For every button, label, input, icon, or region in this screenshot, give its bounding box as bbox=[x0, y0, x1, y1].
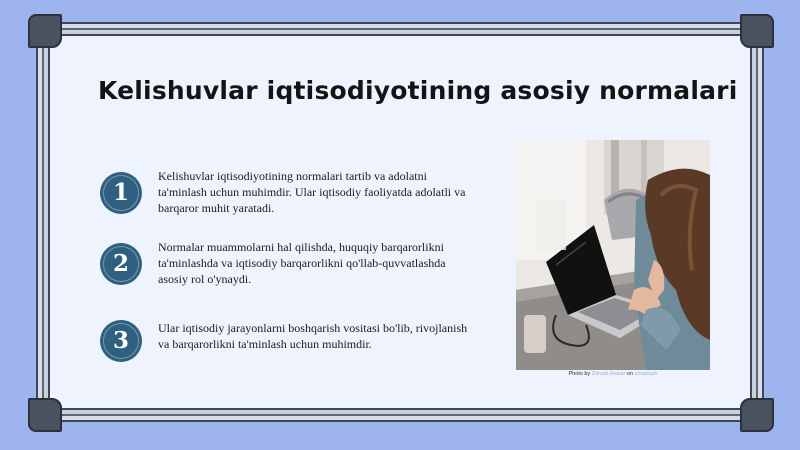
photo-credit-prefix: Photo by bbox=[568, 371, 591, 377]
photo-source-link[interactable]: Unsplash bbox=[634, 371, 658, 377]
frame-corner-bottom-left bbox=[28, 398, 62, 432]
list-item bbox=[98, 239, 478, 289]
number-badge: 1 bbox=[100, 172, 142, 214]
photo-illustration bbox=[516, 140, 710, 370]
slide-title: Kelishuvlar iqtisodiyotining asosiy normalari bbox=[98, 76, 738, 105]
list-item-text: Normalar muammolarni hal qilishda, huquqiy barqarorlikni ta'minlashda va iqtisodiy barqarorlikni qo'llab-quvvatlashda asosiy rol o'ynaydi. bbox=[158, 240, 446, 286]
list-item bbox=[98, 318, 478, 368]
photo-credit bbox=[516, 371, 710, 377]
list-item-text: Ular iqtisodiy jarayonlarni boshqarish vositasi bo'lib, rivojlanish va barqarorlikni ta'minlash uchun muhimdir. bbox=[158, 321, 468, 351]
woman-with-laptop-photo bbox=[516, 140, 710, 370]
number-badge: 3 bbox=[100, 320, 142, 362]
list-item bbox=[98, 168, 478, 218]
photo-author-link[interactable]: Zohaib Anwar bbox=[591, 371, 626, 377]
frame-corner-top-right bbox=[740, 14, 774, 48]
frame-corner-top-left bbox=[28, 14, 62, 48]
frame-corner-bottom-right bbox=[740, 398, 774, 432]
photo-credit-middle: on bbox=[626, 371, 634, 377]
list-item-text: Kelishuvlar iqtisodiyotining normalari tartib va adolatni ta'minlash uchun muhimdir. Ular iqtisodiy faoliyatda adolatli va barqaror muhit yaratadi. bbox=[158, 169, 466, 215]
number-badge: 2 bbox=[100, 243, 142, 285]
